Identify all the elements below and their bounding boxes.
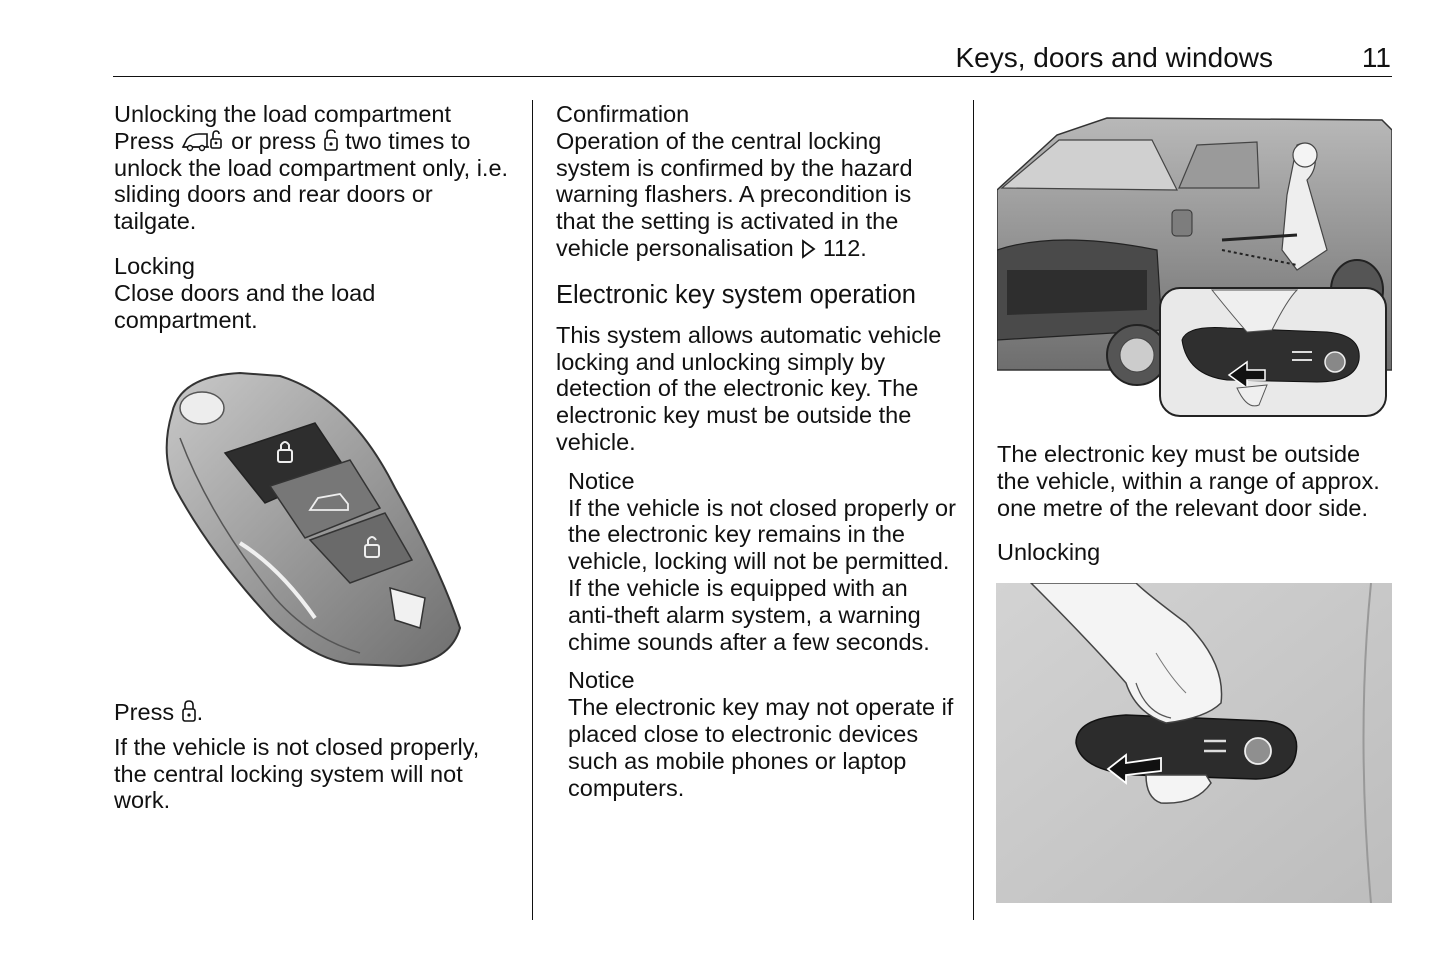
notice-heading: Notice — [568, 467, 635, 494]
text-fragment: Operation of the central locking system is confirmed by the hazard warning flashers. A precondition is that the setting is activated in the vehicle personalisation — [556, 127, 913, 261]
range-text: The electronic key must be outside the vehicle, within a range of approx. one metre of the relevant door side. — [997, 441, 1380, 521]
confirmation-heading: Confirmation — [556, 101, 690, 127]
notice-text: If the vehicle is not closed properly or the electronic key remains in the vehicle, locking will not be permitted. If the vehicle is equipped with an anti-theft alarm system, a warning chime sounds after a few seconds. — [568, 494, 956, 655]
locking-text: Close doors and the load compartment. — [114, 279, 376, 333]
page-number: 11 — [1361, 42, 1391, 73]
unlocking-heading: Unlocking — [997, 539, 1101, 566]
page-reference-arrow-icon — [800, 239, 816, 259]
locking-heading: Locking — [114, 252, 195, 279]
column-2 — [556, 101, 956, 801]
van-illustration — [997, 100, 1392, 418]
column-1 — [114, 101, 514, 333]
text-fragment: Press — [114, 699, 181, 725]
eks-text: This system allows automatic vehicle locking and unlocking simply by detection of the electronic key. The electronic key must be outside the vehicle. — [556, 321, 942, 455]
text-fragment: . — [196, 699, 204, 725]
unlocking-load-heading: Unlocking the load compartment — [114, 101, 452, 127]
text-fragment: or press — [224, 127, 323, 154]
header-rule — [113, 76, 1392, 77]
notice-heading: Notice — [568, 667, 635, 694]
door-handle-illustration — [996, 583, 1392, 903]
eks-heading: Electronic key system operation — [556, 280, 916, 309]
column-divider-right — [973, 100, 974, 920]
column-1-lower — [114, 699, 514, 814]
section-title: Keys, doors and windows — [955, 42, 1273, 73]
confirmation-text — [556, 128, 956, 262]
text-fragment: two times to unlock the load compartment only, i.e. sliding doors and rear doors or tailgate. — [114, 127, 509, 235]
padlock-closed-icon — [181, 699, 197, 723]
notice-2 — [556, 667, 956, 801]
unlocking-load-text — [114, 128, 514, 235]
padlock-open-icon — [323, 128, 339, 152]
column-3 — [997, 441, 1397, 566]
page-reference: 112. — [816, 234, 867, 261]
van-unlock-icon — [181, 128, 225, 152]
notice-text: The electronic key may not operate if placed close to electronic devices such as mobile phones or laptop computers. — [568, 694, 954, 801]
not-closed-text: If the vehicle is not closed properly, the central locking system will not work. — [114, 733, 480, 814]
notice-1 — [556, 468, 956, 656]
press-lock-text — [114, 699, 514, 726]
column-divider-left — [532, 100, 533, 920]
key-fob-illustration — [150, 368, 480, 673]
text-fragment: Press — [114, 127, 181, 154]
